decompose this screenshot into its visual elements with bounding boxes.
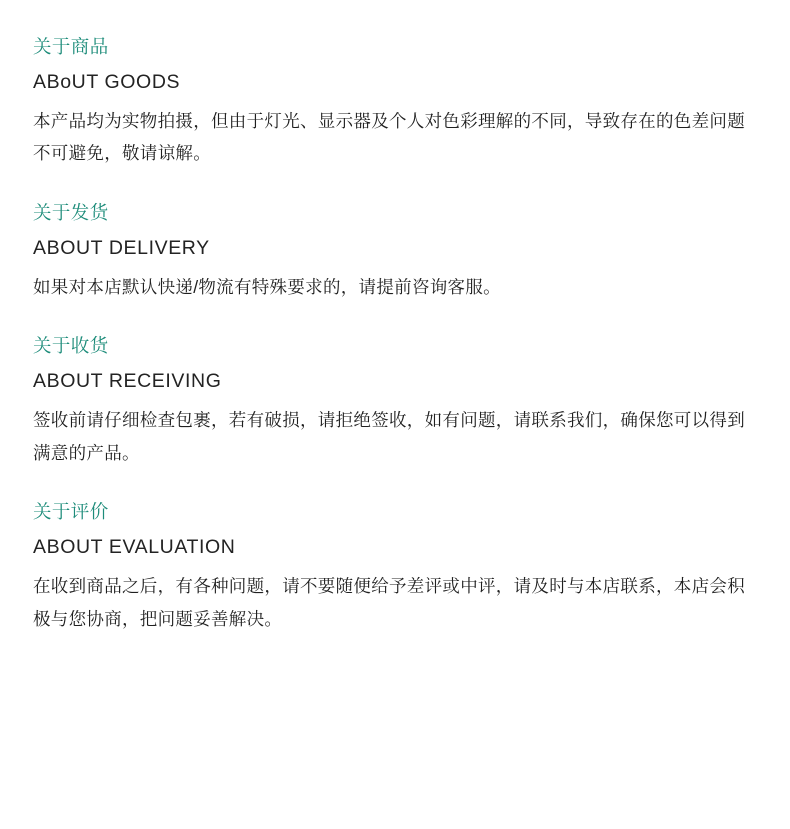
section-title-cn: 关于收货: [33, 335, 109, 357]
section-body: 在收到商品之后，有各种问题，请不要随便给予差评或中评，请及时与本店联系，本店会积极与您协商，把问题妥善解决。: [33, 576, 745, 629]
section-title-en: ABoUT GOODS: [33, 70, 181, 93]
section-title-cn: 关于商品: [33, 36, 109, 57]
section-body: 如果对本店默认快递/物流有特殊要求的，请提前咨询客服。: [33, 276, 501, 297]
section-about-receiving: [33, 333, 754, 469]
section-title-en: ABOUT DELIVERY: [33, 236, 210, 259]
section-body: 签收前请仔细检查包裹，若有破损，请拒绝签收，如有问题，请联系我们，确保您可以得到满意的产品。: [33, 410, 745, 463]
section-about-evaluation: [33, 499, 754, 635]
section-title-cn: 关于评价: [33, 501, 109, 523]
section-title-en: ABOUT RECEIVING: [33, 370, 222, 393]
section-title-en: ABOUT EVALUATION: [33, 536, 236, 559]
section-about-delivery: [33, 200, 754, 303]
section-about-goods: [33, 34, 754, 170]
section-title-cn: 关于发货: [33, 201, 109, 223]
section-body: 本产品均为实物拍摄，但由于灯光、显示器及个人对色彩理解的不同，导致存在的色差问题不可避免，敬请谅解。: [33, 111, 745, 164]
